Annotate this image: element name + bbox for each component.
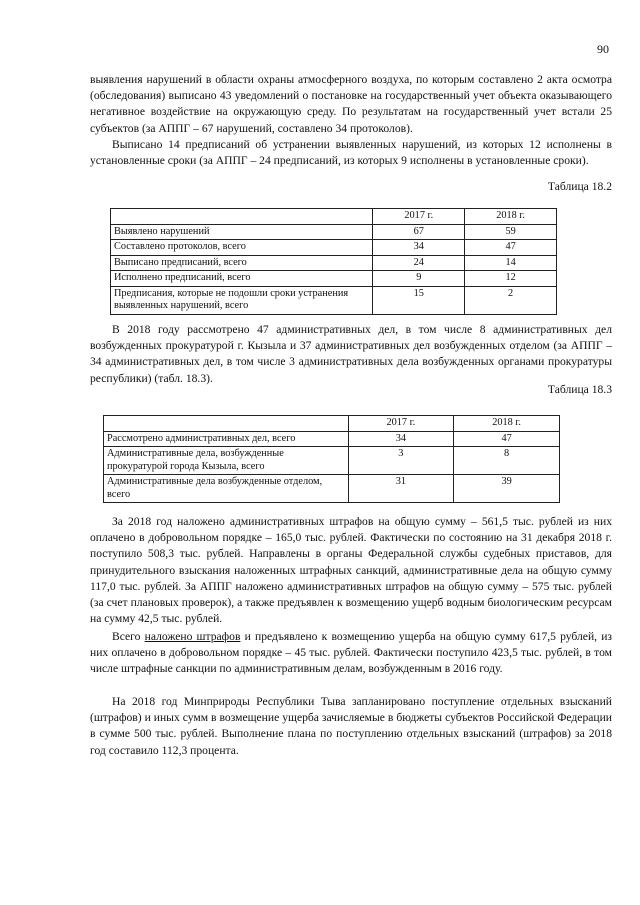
row-label: Предписания, которые не подошли сроки устранения выявленных нарушений, всего [111, 286, 373, 314]
header-cell: 2018 г. [465, 209, 557, 225]
row-label: Выявлено нарушений [111, 224, 373, 240]
cell-2017: 31 [348, 475, 454, 503]
table-row [111, 224, 557, 240]
paragraph-total-fines [90, 629, 612, 678]
row-label: Административные дела, возбужденные прокуратурой города Кызыла, всего [104, 447, 349, 475]
table-row [111, 286, 557, 314]
row-label: Рассмотрено административных дел, всего [104, 431, 349, 447]
paragraph-orders: Выписано 14 предписаний об устранении выявленных нарушений, из которых 12 исполнены в установленные сроки (за АППГ – 24 предписаний, из которых 9 исполнены в установленные сроки). [90, 138, 612, 168]
table-row [111, 240, 557, 256]
table-row [104, 447, 560, 475]
cell-2018: 47 [454, 431, 560, 447]
table-row [111, 271, 557, 287]
table-row [111, 255, 557, 271]
cell-2017: 67 [373, 224, 465, 240]
cell-2018: 14 [465, 255, 557, 271]
table-header-row [104, 416, 560, 432]
cell-2017: 34 [348, 431, 454, 447]
cell-2017: 15 [373, 286, 465, 314]
header-cell [111, 209, 373, 225]
table-18-3 [103, 415, 560, 503]
paragraph-fines: За 2018 год наложено административных штрафов на общую сумму – 561,5 тыс. рублей из них оплачено в добровольном порядке – 165,0 тыс. рублей. Фактически по состоянию на 31 декабря 2018 г. поступило 508,3 тыс. рублей. Направлены в органы Федеральной службы судебных приставов, для принудительного взыскания наложенных штрафных санкций, административные дела на общую сумму 117,0 тыс. рублей. За АППГ наложено административных штрафов на общую сумму – 575 тыс. рублей (за счет плановых проверок), а также предъявлен к возмещению ущерб водным биологическим ресурсам на сумму 42,5 тыс. рублей. [90, 515, 612, 626]
paragraph-admin-cases: В 2018 году рассмотрено 47 административных дел, в том числе 8 административных дел возбужденных прокуратурой г. Кызыла и 37 административных дел возбужденных отделом (за АППГ – 34 административных дел, в том числе 3 административных дела возбужденных органами прокуратуры республики) (табл. 18.3). [90, 323, 612, 385]
table-18-2 [110, 208, 557, 315]
paragraph-air-violations: выявления нарушений в области охраны атмосферного воздуха, по которым составлено 2 акта осмотра (обследования) выписано 43 уведомлений о постановке на государственный учет объекта оказывающего негативное воздействие на окружающую среду. По результатам на государственный учет встали 25 субъектов (за АППГ – 67 нарушений, составлено 34 протоколов). [90, 73, 612, 135]
total-fines-lead: Всего [112, 630, 145, 643]
header-cell [104, 416, 349, 432]
total-fines-underlined: наложено штрафов [144, 630, 241, 643]
row-label: Административные дела возбужденные отделом, всего [104, 475, 349, 503]
table-row [104, 431, 560, 447]
row-label: Составлено протоколов, всего [111, 240, 373, 256]
cell-2018: 47 [465, 240, 557, 256]
cell-2018: 39 [454, 475, 560, 503]
header-cell: 2017 г. [373, 209, 465, 225]
table-18-2-caption: Таблица 18.2 [547, 180, 612, 193]
cell-2018: 2 [465, 286, 557, 314]
paragraph-plan: На 2018 год Минприроды Республики Тыва запланировано поступление отдельных взысканий (штрафов) и иных сумм в возмещение ущерба зачисляемые в бюджеты субъектов Российской Федерации в сумме 500 тыс. рублей. Выполнение плана по поступлению отдельных взысканий (штрафов) за 2018 год составило 112,3 процента. [90, 695, 612, 757]
cell-2017: 9 [373, 271, 465, 287]
header-cell: 2017 г. [348, 416, 454, 432]
cell-2017: 3 [348, 447, 454, 475]
cell-2018: 8 [454, 447, 560, 475]
row-label: Исполнено предписаний, всего [111, 271, 373, 287]
cell-2017: 24 [373, 255, 465, 271]
cell-2017: 34 [373, 240, 465, 256]
page-number: 90 [597, 42, 609, 56]
table-row [104, 475, 560, 503]
row-label: Выписано предписаний, всего [111, 255, 373, 271]
total-fines-rest: и предъявлено к возмещению ущерба на общую сумму 617,5 рублей, из них оплачено в добровольном порядке – 45 тыс. рублей. Фактически поступило 423,5 тыс. рублей, в том числе штрафные санкции по административным делам, возбужденным в 2016 году. [90, 630, 613, 676]
table-header-row [111, 209, 557, 225]
table-18-3-caption: Таблица 18.3 [547, 383, 612, 396]
cell-2018: 12 [465, 271, 557, 287]
cell-2018: 59 [465, 224, 557, 240]
header-cell: 2018 г. [454, 416, 560, 432]
